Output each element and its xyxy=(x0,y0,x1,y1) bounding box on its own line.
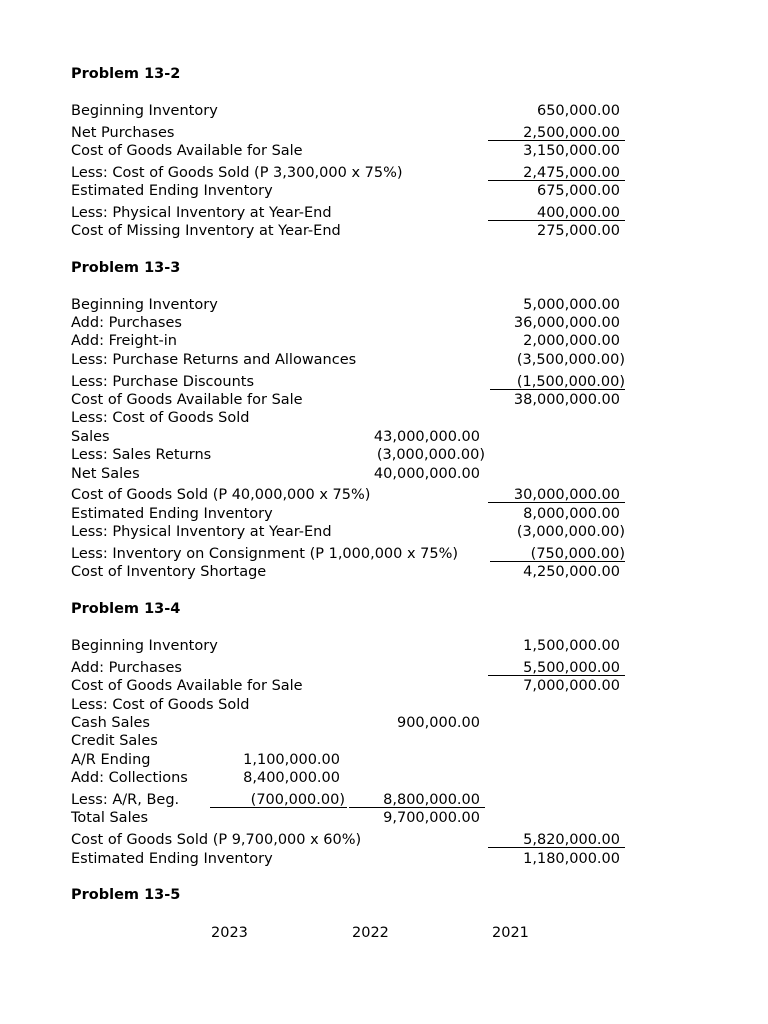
label-collections: Add: Collections xyxy=(71,770,188,786)
value-collections: 8,400,000.00 xyxy=(243,770,340,786)
label-cost-of-goods-available: Cost of Goods Available for Sale xyxy=(71,143,303,159)
label-ar-beginning: Less: A/R, Beg. xyxy=(71,792,180,808)
value-inventory-shortage: 4,250,000.00 xyxy=(523,564,620,580)
value-cash-sales: 900,000.00 xyxy=(396,715,480,731)
label-less-cost-of-goods-sold: Less: Cost of Goods Sold xyxy=(71,697,250,713)
label-estimated-ending-inventory: Estimated Ending Inventory xyxy=(71,851,273,867)
label-total-sales: Total Sales xyxy=(71,810,149,826)
underline xyxy=(488,220,625,221)
value-freight-in: 2,000,000.00 xyxy=(523,333,620,349)
label-net-sales: Net Sales xyxy=(71,466,140,482)
value-cost-of-goods-available: 7,000,000.00 xyxy=(523,678,620,694)
value-purchase-discounts: (1,500,000.00) xyxy=(516,374,625,390)
value-purchase-returns: (3,500,000.00) xyxy=(516,352,625,368)
label-credit-sales: Credit Sales xyxy=(71,733,158,749)
value-cost-of-goods-available: 38,000,000.00 xyxy=(513,392,620,408)
value-inventory-on-consignment: (750,000.00) xyxy=(530,546,625,562)
value-estimated-ending-inventory: 8,000,000.00 xyxy=(523,506,620,522)
column-year-2022: 2022 xyxy=(352,925,389,941)
heading-problem-13-3: Problem 13-3 xyxy=(71,260,181,276)
label-purchases: Add: Purchases xyxy=(71,660,182,676)
label-missing-inventory: Cost of Missing Inventory at Year-End xyxy=(71,223,341,239)
label-cost-of-goods-available: Cost of Goods Available for Sale xyxy=(71,678,303,694)
label-cost-of-goods-sold: Cost of Goods Sold (P 9,700,000 x 60%) xyxy=(71,832,362,848)
value-cost-of-goods-sold: 5,820,000.00 xyxy=(523,832,620,848)
underline xyxy=(490,561,625,562)
value-cost-of-goods-available: 3,150,000.00 xyxy=(523,143,620,159)
value-beginning-inventory: 1,500,000.00 xyxy=(523,638,620,654)
value-estimated-ending-inventory: 675,000.00 xyxy=(536,183,620,199)
label-cash-sales: Cash Sales xyxy=(71,715,150,731)
label-inventory-shortage: Cost of Inventory Shortage xyxy=(71,564,267,580)
label-purchases: Add: Purchases xyxy=(71,315,182,331)
heading-problem-13-2: Problem 13-2 xyxy=(71,66,181,82)
label-cost-of-goods-available: Cost of Goods Available for Sale xyxy=(71,392,303,408)
label-less-cost-of-goods-sold: Less: Cost of Goods Sold xyxy=(71,410,250,426)
value-beginning-inventory: 650,000.00 xyxy=(536,103,620,119)
value-purchases: 36,000,000.00 xyxy=(513,315,620,331)
value-physical-inventory: 400,000.00 xyxy=(536,205,620,221)
value-cost-of-goods-sold: 30,000,000.00 xyxy=(513,487,620,503)
label-purchase-discounts: Less: Purchase Discounts xyxy=(71,374,255,390)
label-sales: Sales xyxy=(71,429,110,445)
value-ar-ending: 1,100,000.00 xyxy=(243,752,340,768)
label-physical-inventory: Less: Physical Inventory at Year-End xyxy=(71,524,332,540)
value-beginning-inventory: 5,000,000.00 xyxy=(523,297,620,313)
label-sales-returns: Less: Sales Returns xyxy=(71,447,212,463)
underline xyxy=(488,140,625,141)
underline xyxy=(488,847,625,848)
column-year-2021: 2021 xyxy=(492,925,529,941)
underline xyxy=(210,807,347,808)
value-cost-of-goods-sold: 2,475,000.00 xyxy=(523,165,620,181)
label-net-purchases: Net Purchases xyxy=(71,125,175,141)
label-cost-of-goods-sold: Less: Cost of Goods Sold (P 3,300,000 x 75%) xyxy=(71,165,403,181)
label-cost-of-goods-sold: Cost of Goods Sold (P 40,000,000 x 75%) xyxy=(71,487,371,503)
underline xyxy=(488,502,625,503)
underline xyxy=(490,389,625,390)
label-physical-inventory: Less: Physical Inventory at Year-End xyxy=(71,205,332,221)
label-freight-in: Add: Freight-in xyxy=(71,333,177,349)
underline xyxy=(488,675,625,676)
value-total-sales: 9,700,000.00 xyxy=(383,810,480,826)
label-beginning-inventory: Beginning Inventory xyxy=(71,297,218,313)
value-physical-inventory: (3,000,000.00) xyxy=(516,524,625,540)
column-year-2023: 2023 xyxy=(211,925,248,941)
value-purchases: 5,500,000.00 xyxy=(523,660,620,676)
label-ar-ending: A/R Ending xyxy=(71,752,151,768)
value-estimated-ending-inventory: 1,180,000.00 xyxy=(523,851,620,867)
value-credit-sales: 8,800,000.00 xyxy=(383,792,480,808)
heading-problem-13-4: Problem 13-4 xyxy=(71,601,181,617)
value-missing-inventory: 275,000.00 xyxy=(536,223,620,239)
label-estimated-ending-inventory: Estimated Ending Inventory xyxy=(71,183,273,199)
label-purchase-returns: Less: Purchase Returns and Allowances xyxy=(71,352,357,368)
label-estimated-ending-inventory: Estimated Ending Inventory xyxy=(71,506,273,522)
underline xyxy=(488,180,625,181)
value-ar-beginning: (700,000.00) xyxy=(250,792,345,808)
label-beginning-inventory: Beginning Inventory xyxy=(71,638,218,654)
underline xyxy=(349,807,485,808)
value-sales-returns: (3,000,000.00) xyxy=(376,447,485,463)
label-beginning-inventory: Beginning Inventory xyxy=(71,103,218,119)
heading-problem-13-5: Problem 13-5 xyxy=(71,887,181,903)
label-inventory-on-consignment: Less: Inventory on Consignment (P 1,000,000 x 75%) xyxy=(71,546,459,562)
value-net-sales: 40,000,000.00 xyxy=(373,466,480,482)
value-net-purchases: 2,500,000.00 xyxy=(523,125,620,141)
value-sales: 43,000,000.00 xyxy=(373,429,480,445)
